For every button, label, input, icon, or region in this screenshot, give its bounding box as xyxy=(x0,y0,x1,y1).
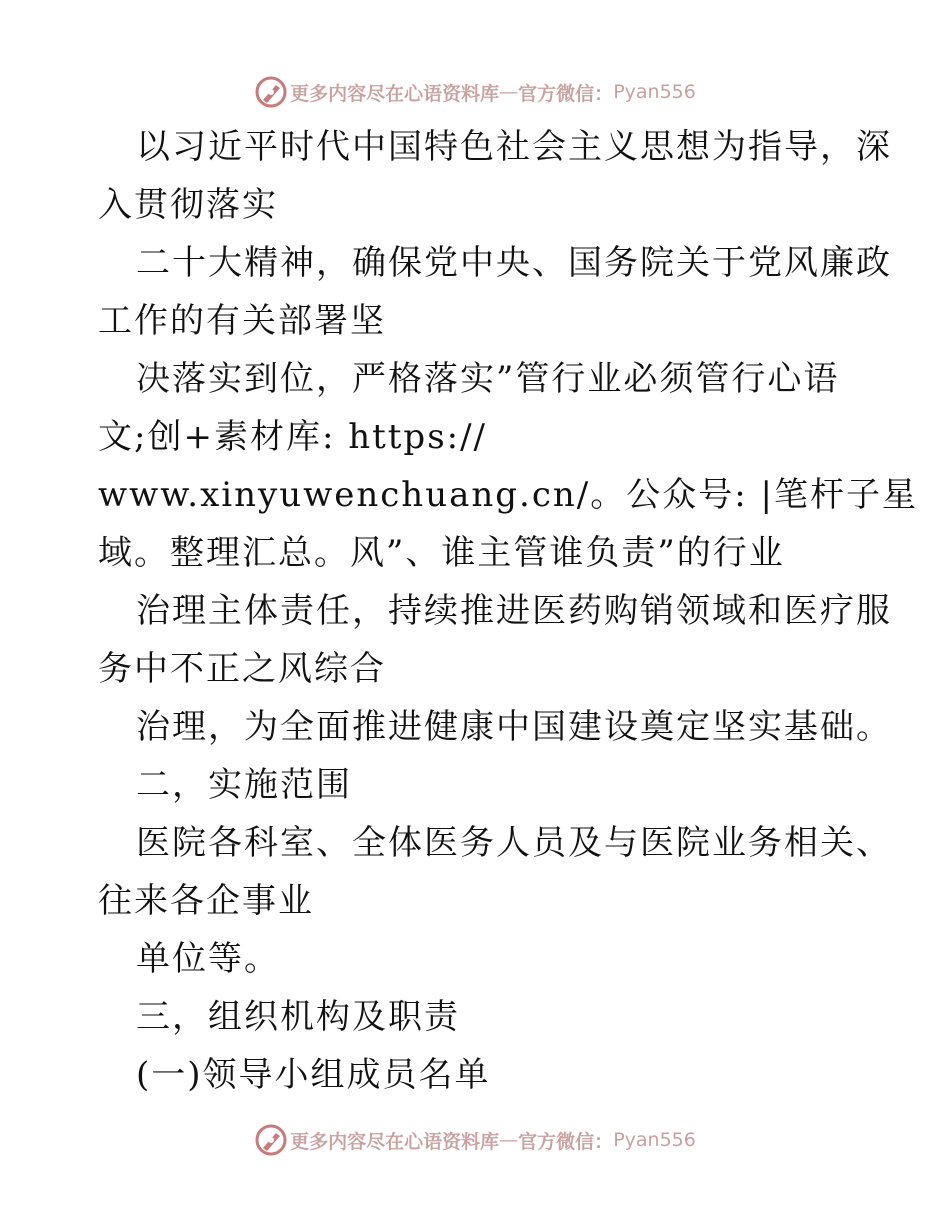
watermark-wechat-id: Pyan556 xyxy=(613,81,696,103)
document-body xyxy=(98,118,918,1104)
pen-circle-icon xyxy=(254,75,288,109)
watermark-separator: — xyxy=(499,1129,519,1151)
text-line: 工作的有关部署坚 xyxy=(98,301,386,341)
text-line: 以习近平时代中国特色社会主义思想为指导，深 xyxy=(136,127,892,167)
watermark-separator: — xyxy=(499,81,519,103)
text-line: 往来各企事业 xyxy=(98,881,314,921)
header-watermark xyxy=(0,72,950,112)
text-line: 文;创+素材库: https:// xyxy=(98,417,488,457)
watermark-text: 更多内容尽在心语资料库 xyxy=(290,82,500,105)
text-line: 医院各科室、全体医务人员及与医院业务相关、 xyxy=(136,823,892,863)
text-line: 治理主体责任，持续推进医药购销领域和医疗服 xyxy=(136,591,892,631)
text-line: 务中不正之风综合 xyxy=(98,649,386,689)
watermark-wechat-label: 官方微信： xyxy=(518,82,614,105)
watermark-text: 更多内容尽在心语资料库 xyxy=(290,1130,500,1153)
text-line: 二十大精神，确保党中央、国务院关于党风廉政 xyxy=(136,243,892,283)
text-line: 域。整理汇总。风”、谁主管谁负责”的行业 xyxy=(98,533,785,573)
watermark-wechat-label: 官方微信： xyxy=(518,1130,614,1153)
text-line: 决落实到位，严格落实”管行业必须管行心语 xyxy=(136,359,840,399)
pen-circle-icon xyxy=(254,1123,288,1157)
subsection-heading: (一)领导小组成员名单 xyxy=(136,1055,491,1095)
text-line: 入贯彻落实 xyxy=(98,185,278,225)
section-heading: 三，组织机构及职责 xyxy=(136,997,460,1037)
watermark-wechat-id: Pyan556 xyxy=(613,1129,696,1151)
text-line: www.xinyuwenchuang.cn/。公众号: |笔杆子星 xyxy=(98,475,918,515)
text-line: 治理，为全面推进健康中国建设奠定坚实基础。 xyxy=(136,707,892,747)
footer-watermark xyxy=(0,1120,950,1160)
section-heading: 二，实施范围 xyxy=(136,765,352,805)
text-line: 单位等。 xyxy=(136,939,280,979)
